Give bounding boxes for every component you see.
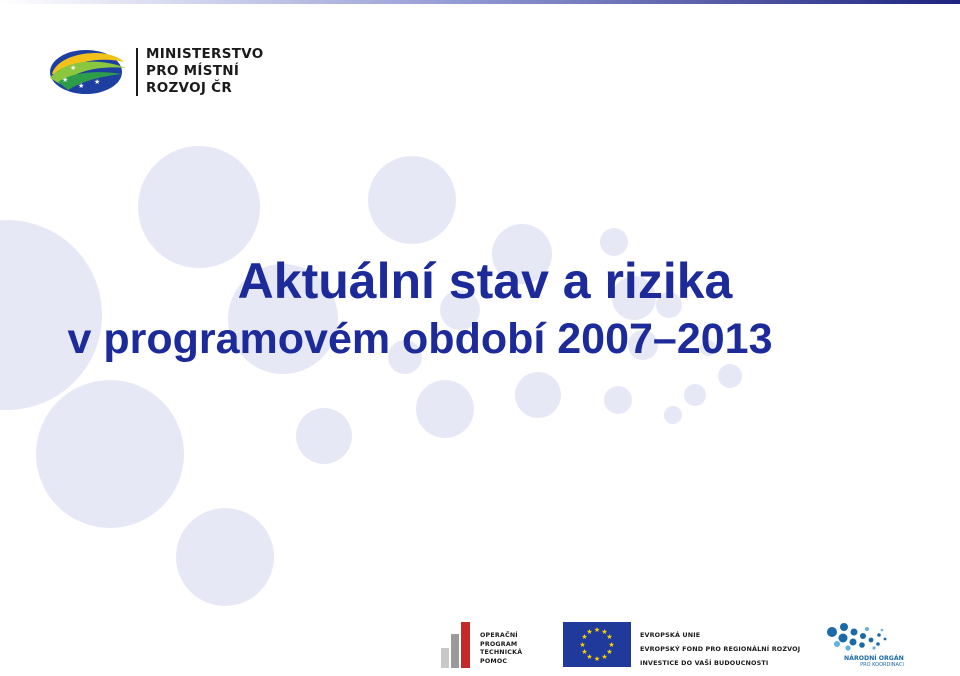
svg-text:★: ★ [606,648,613,656]
svg-text:★: ★ [78,83,85,90]
svg-text:★: ★ [601,628,608,636]
ministry-logo-divider [136,48,138,96]
ministry-name-line: MINISTERSTVO [146,46,264,62]
optp-name-line: OPERAČNÍ [480,632,518,639]
svg-text:★: ★ [94,79,101,86]
svg-text:★: ★ [593,626,601,634]
svg-text:★: ★ [608,641,615,649]
optp-name-line: POMOC [480,657,508,665]
top-gradient-bar [0,0,960,4]
nok-text-line: PRO KOORDINACI [860,662,904,668]
nok-text-line: NÁRODNÍ ORGÁN [844,655,904,662]
eu-text-line: EVROPSKÝ FOND PRO REGIONÁLNÍ ROZVOJ [640,645,801,653]
eu-text-line: EVROPSKÁ UNIE [640,631,701,639]
eu-text [640,628,800,670]
slide-subtitle: v programovém období 2007–2013 [67,315,773,363]
svg-text:★: ★ [581,633,588,641]
ministry-name [146,46,264,97]
optp-name [480,632,522,666]
ministry-name-line: ROZVOJ ČR [146,80,233,96]
svg-text:★: ★ [601,653,608,661]
svg-text:★: ★ [62,77,69,84]
svg-text:★: ★ [586,628,593,636]
nok-text [844,655,904,668]
svg-text:★: ★ [581,648,588,656]
svg-text:★: ★ [606,633,613,641]
optp-logo [440,622,540,668]
optp-name-line: PROGRAM [480,640,518,648]
svg-text:★: ★ [586,653,593,661]
optp-name-line: TECHNICKÁ [480,649,523,656]
svg-text:★: ★ [579,641,586,649]
eu-flag-icon [563,622,631,667]
slide-title: Aktuální stav a rizika [237,253,733,309]
ministry-logo [48,44,278,100]
ministry-name-line: PRO MÍSTNÍ [146,63,240,79]
optp-bars-icon [440,622,476,668]
eu-text-line: INVESTICE DO VAŠÍ BUDOUCNOSTI [640,659,769,667]
svg-text:★: ★ [593,655,601,663]
svg-text:★: ★ [70,65,77,72]
ministry-emblem-icon [48,44,130,100]
